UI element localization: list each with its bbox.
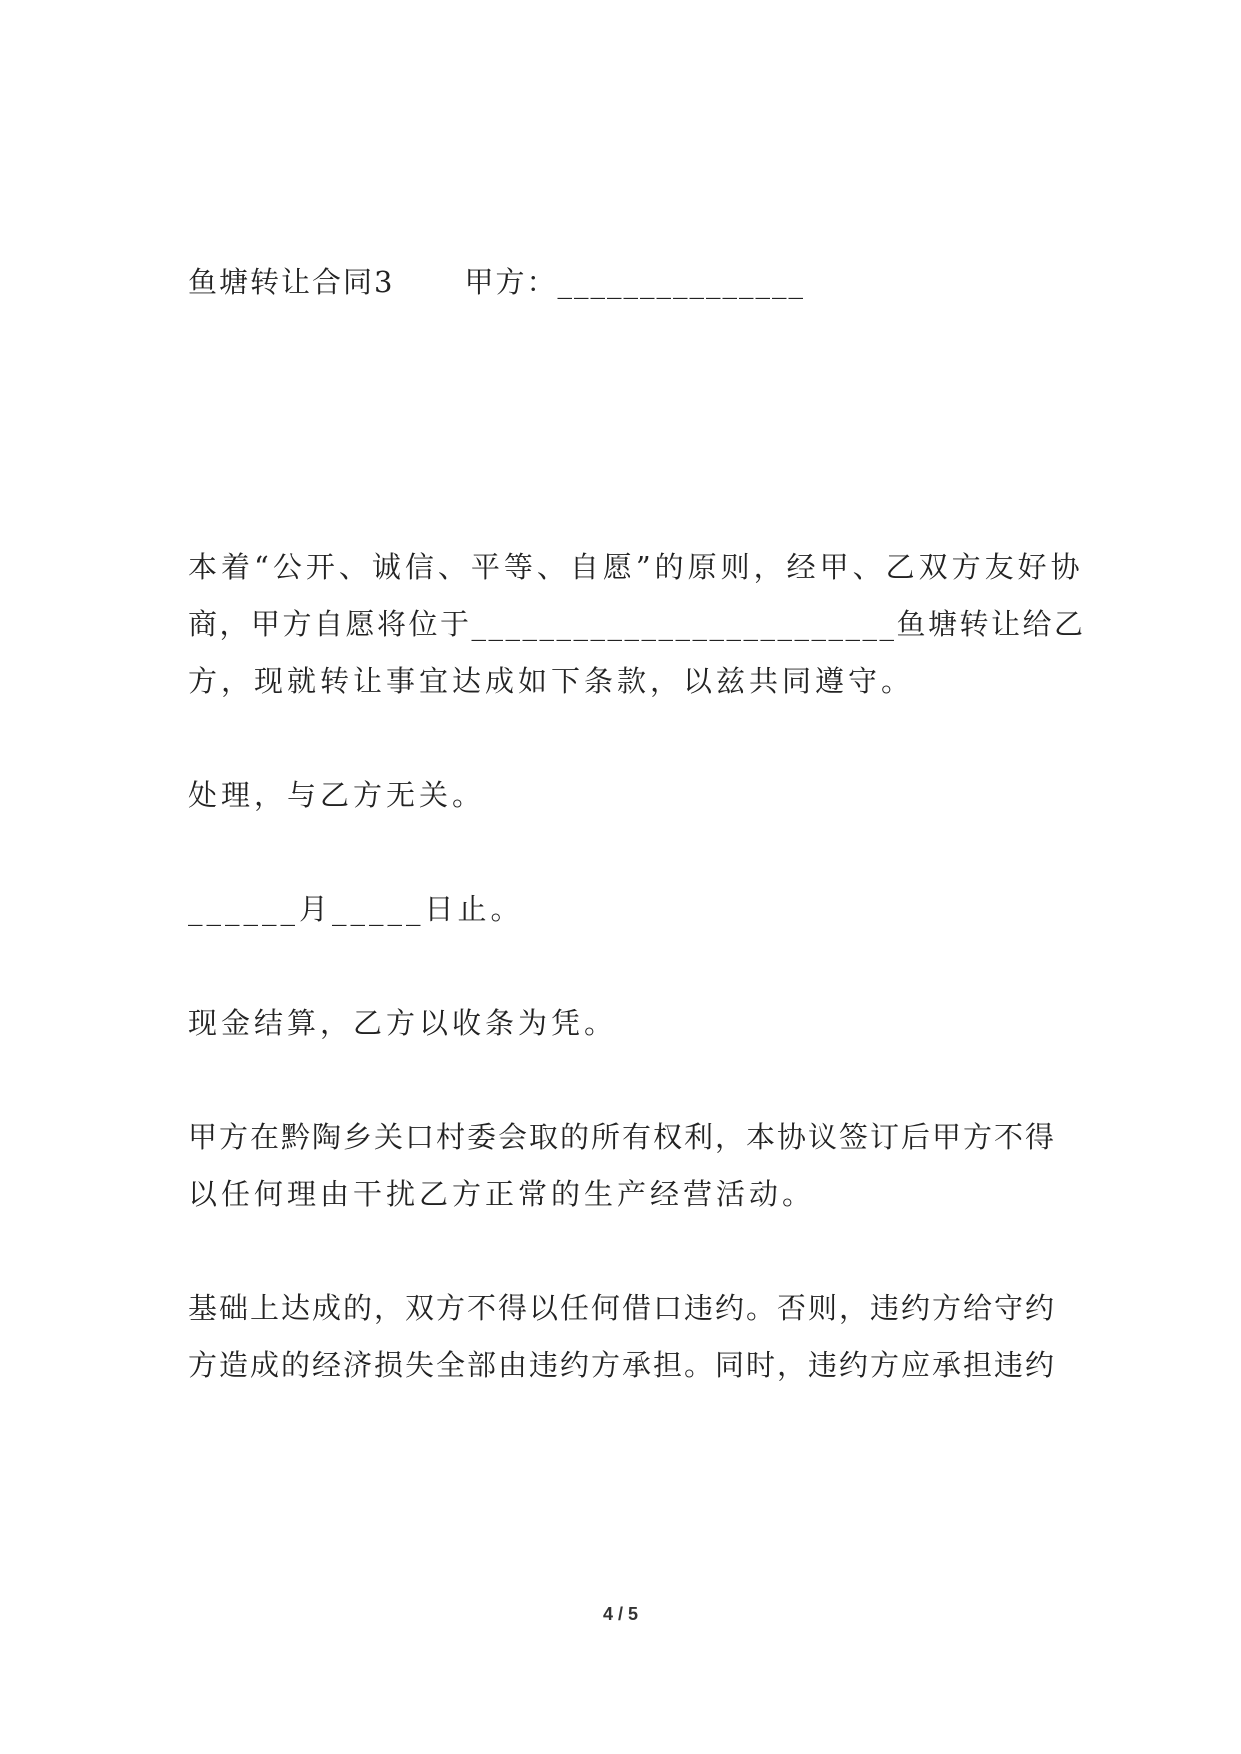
clause-4-line — [253, 1060, 1133, 1100]
clause-4-line: 甲方在黔陶乡关口村委会取的所有权利，本协议签订后甲方不得 — [188, 1120, 1057, 1154]
clause-1-line: 处理，与乙方无关。 — [188, 778, 486, 812]
clause-2-line: ______月_____日止。 — [188, 892, 524, 926]
clause-3-line — [253, 946, 1133, 986]
contract-title: 鱼塘转让合同3 — [188, 265, 395, 299]
clause-5-line: 方造成的经济损失全部由违约方承担。同时，违约方应承担违约 — [188, 1348, 1057, 1382]
clause-5-line: 基础上达成的，双方不得以任何借口违约。否则，违约方给守约 — [188, 1291, 1057, 1325]
party-a-id-line — [253, 319, 1133, 359]
paragraph-line: 商，甲方自愿将位于_________________________鱼塘转让给乙 — [188, 607, 1086, 641]
party-a-line: 甲方：_______________ — [464, 265, 805, 299]
clause-3-line: 现金结算，乙方以收条为凭。 — [188, 1006, 618, 1040]
paragraph-line: 方，现就转让事宜达成如下条款，以兹共同遵守。 — [188, 664, 915, 698]
clause-5-line — [253, 1231, 1133, 1271]
contract-heading-line — [188, 262, 1068, 302]
clause-1-line — [253, 718, 1133, 758]
page-number: 4 / 5 — [602, 1604, 639, 1624]
party-b-line-2 — [253, 376, 1133, 416]
party-b-id-line — [253, 433, 1133, 473]
paragraph-line: 本着“公开、诚信、平等、自愿”的原则，经甲、乙双方友好协 — [188, 550, 1084, 584]
paragraph-line — [253, 490, 1133, 530]
date-line — [253, 205, 1133, 245]
party-b-line — [253, 148, 1133, 188]
clause-2-line — [253, 832, 1133, 872]
clause-4-line: 以任何理由干扰乙方正常的生产经营活动。 — [188, 1177, 816, 1211]
